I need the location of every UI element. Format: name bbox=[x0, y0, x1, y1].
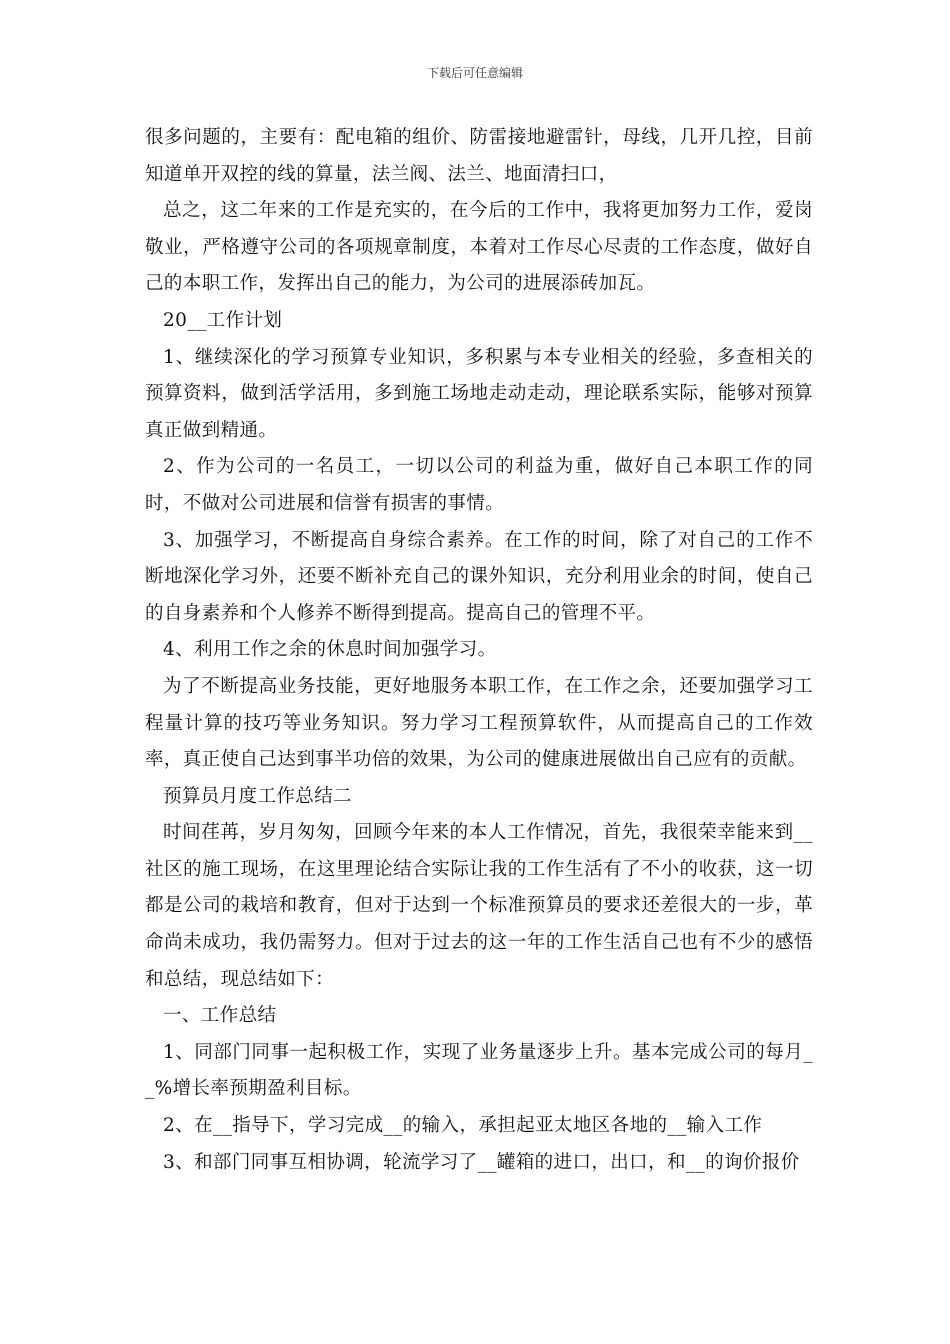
paragraph-plan-4: 4、利用工作之余的休息时间加强学习。 bbox=[163, 639, 497, 661]
paragraph-2: 总之，这二年来的工作是充实的，在今后的工作中，我将更加努力工作，爱岗敬业，严格遵守公司的各项规章制度，本着对工作尽心尽责的工作态度，做好自己的本职工作，发挥出自己的能力，为公司的进展添砖加瓦。 bbox=[145, 200, 813, 295]
page-header: 下载后可任意编辑 bbox=[426, 66, 523, 80]
paragraph-summary-1: 1、同部门同事一起积极工作，实现了业务量逐步上升。基本完成公司的每月__%增长率预期盈利目标。 bbox=[145, 1041, 813, 1100]
paragraph-1: 很多问题的，主要有：配电箱的组价、防雷接地避雷针，母线，几开几控，目前知道单开双控的线的算量，法兰阀、法兰、地面清扫口， bbox=[145, 127, 813, 185]
document-body bbox=[145, 120, 813, 1181]
section-heading-work-plan: 20__工作计划 bbox=[163, 309, 283, 331]
paragraph-study: 为了不断提高业务技能，更好地服务本职工作，在工作之余，还要加强学习工程量计算的技巧等业务知识。努力学习工程预算软件，从而提高自己的工作效率，真正使自己达到事半功倍的效果，为公司的健康进展做出自己应有的贡献。 bbox=[145, 675, 813, 771]
paragraph-intro: 时间荏苒，岁月匆匆，回顾今年来的本人工作情况，首先，我很荣幸能来到__社区的施工现场，在这里理论结合实际让我的工作生活有了不小的收获，这一切都是公司的栽培和教育，但对于达到一个标准预算员的要求还差很大的一步，革命尚未成功，我仍需努力。但对于过去的这一年的工作生活自己也有不少的感悟和总结，现总结如下： bbox=[145, 822, 813, 990]
paragraph-plan-2: 2、作为公司的一名员工，一切以公司的利益为重，做好自己本职工作的同时，不做对公司进展和信誉有损害的事情。 bbox=[145, 456, 813, 514]
section-heading-work-summary: 一、工作总结 bbox=[163, 1005, 277, 1027]
section-heading-summary-2: 预算员月度工作总结二 bbox=[163, 785, 353, 807]
paragraph-summary-3: 3、和部门同事互相协调，轮流学习了__罐箱的进口，出口，和__的询价报价 bbox=[163, 1151, 800, 1173]
paragraph-plan-1: 1、继续深化的学习预算专业知识，多积累与本专业相关的经验，多查相关的预算资料，做到活学活用，多到施工场地走动走动，理论联系实际，能够对预算真正做到精通。 bbox=[145, 346, 813, 441]
paragraph-summary-2: 2、在__指导下，学习完成__的输入，承担起亚太地区各地的__输入工作 bbox=[163, 1115, 763, 1137]
paragraph-plan-3: 3、加强学习，不断提高自身综合素养。在工作的时间，除了对自己的工作不断地深化学习外，还要不断补充自己的课外知识，充分利用业余的时间，使自己的自身素养和个人修养不断得到提高。提高自己的管理不平。 bbox=[145, 529, 813, 624]
